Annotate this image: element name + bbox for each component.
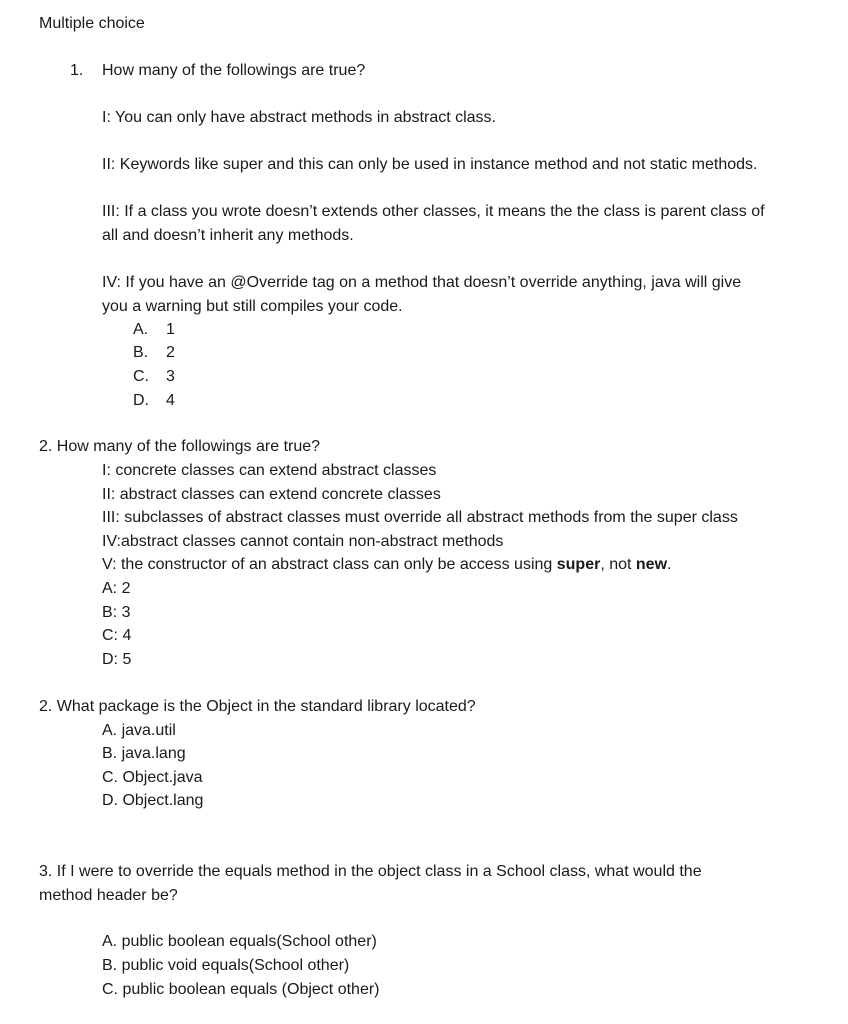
q1-statement-2: II: Keywords like super and this can only be used in instance method and not static methods. [102, 156, 758, 173]
q1-statement-3b: all and doesn’t inherit any methods. [102, 227, 354, 244]
q1-option-b-letter: B. [133, 344, 149, 361]
q2-statement-3: III: subclasses of abstract classes must override all abstract methods from the super class [102, 509, 738, 526]
q1-statement-3a: III: If a class you wrote doesn’t extends other classes, it means the the class is parent class of [102, 203, 765, 220]
question-3: 2. What package is the Object in the standard library located? [39, 698, 476, 715]
q1-statement-4a: IV: If you have an @Override tag on a method that doesn’t override anything, java will give [102, 274, 742, 291]
q3-option-a: A. java.util [102, 722, 176, 739]
q1-statement-1: I: You can only have abstract methods in abstract class. [102, 109, 496, 126]
q1-option-c [133, 367, 175, 387]
q2-option-a: A: 2 [102, 580, 131, 597]
q1-option-b [133, 343, 175, 363]
q1-option-b-text: 2 [166, 344, 175, 361]
q2-option-b: B: 3 [102, 604, 131, 621]
q2-statement-5-suffix: . [667, 556, 672, 573]
q1-option-d [133, 391, 175, 411]
question-1-number: 1. [70, 62, 84, 79]
q1-statement-4b: you a warning but still compiles your code. [102, 298, 403, 315]
page-heading: Multiple choice [39, 15, 145, 32]
q3-option-d: D. Object.lang [102, 792, 204, 809]
q1-option-a [133, 320, 175, 340]
q3-option-c: C. Object.java [102, 769, 203, 786]
q2-statement-5-middle: , not [600, 556, 636, 573]
q2-option-d: D: 5 [102, 651, 132, 668]
q2-keyword-super: super [556, 556, 601, 573]
q1-option-d-text: 4 [166, 392, 175, 409]
q1-option-a-letter: A. [133, 321, 149, 338]
q1-option-c-letter: C. [133, 368, 149, 385]
question-4-line-1: 3. If I were to override the equals method in the object class in a School class, what would the [39, 863, 702, 880]
q2-statement-5-prefix: V: the constructor of an abstract class can only be access using [102, 556, 557, 573]
q1-option-d-letter: D. [133, 392, 149, 409]
q1-option-c-text: 3 [166, 368, 175, 385]
q4-option-a: A. public boolean equals(School other) [102, 933, 377, 950]
q4-option-b: B. public void equals(School other) [102, 957, 350, 974]
question-1-text: How many of the followings are true? [102, 62, 366, 79]
q4-option-c: C. public boolean equals (Object other) [102, 981, 380, 998]
question-4-line-2: method header be? [39, 887, 178, 904]
question-1 [70, 61, 365, 81]
q2-option-c: C: 4 [102, 627, 132, 644]
q2-statement-1: I: concrete classes can extend abstract classes [102, 462, 437, 479]
q3-option-b: B. java.lang [102, 745, 186, 762]
q1-option-a-text: 1 [166, 321, 175, 338]
question-2: 2. How many of the followings are true? [39, 438, 321, 455]
q2-statement-2: II: abstract classes can extend concrete classes [102, 486, 441, 503]
q2-statement-5 [102, 555, 671, 575]
q2-statement-4: IV:abstract classes cannot contain non-abstract methods [102, 533, 504, 550]
q2-keyword-new: new [635, 556, 668, 573]
